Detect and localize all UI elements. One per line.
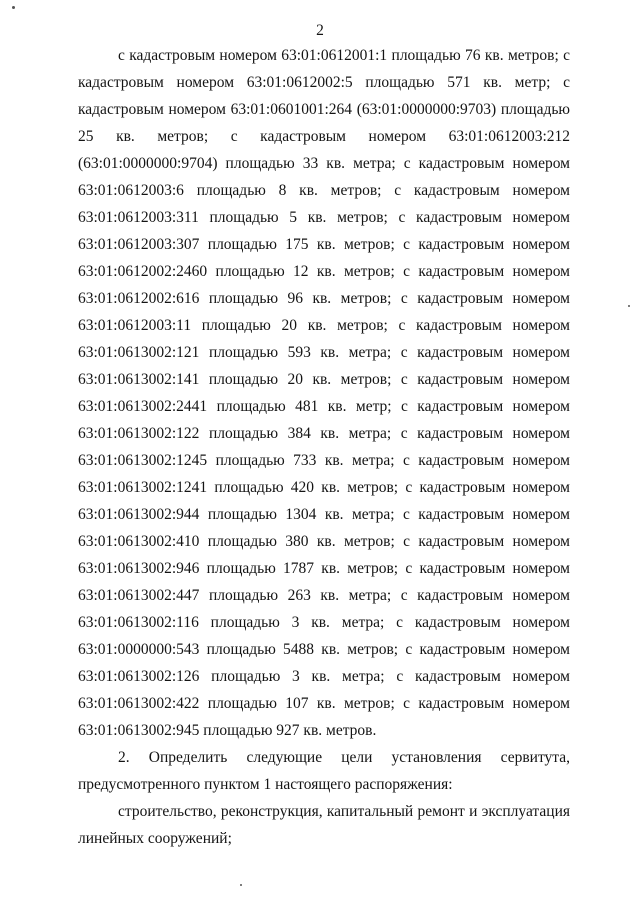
text-line: 25 кв. метров; с кадастровым номером 63:01:0612003:212: [78, 128, 570, 145]
text-line: 63:01:0613002:141 площадью 20 кв. метров; с кадастровым номером: [78, 371, 570, 388]
scan-speck: [12, 6, 15, 9]
text-line: 63:01:0613002:126 площадью 3 кв. метра; с кадастровым номером: [78, 668, 570, 685]
text-line: 63:01:0612003:307 площадью 175 кв. метров; с кадастровым номером: [78, 236, 570, 253]
text-line: 63:01:0000000:543 площадью 5488 кв. метров; с кадастровым номером: [78, 641, 570, 658]
text-line: кадастровым номером 63:01:0612002:5 площадью 571 кв. метр; с: [78, 74, 570, 91]
text-line: линейных сооружений;: [78, 830, 232, 847]
text-line: 63:01:0613002:116 площадью 3 кв. метра; с кадастровым номером: [78, 614, 570, 631]
text-line: 63:01:0613002:1245 площадью 733 кв. метра; с кадастровым номером: [78, 452, 570, 469]
text-line: 63:01:0613002:946 площадью 1787 кв. метров; с кадастровым номером: [78, 560, 570, 577]
text-line: 63:01:0613002:944 площадью 1304 кв. метра; с кадастровым номером: [78, 506, 570, 523]
text-line: 63:01:0613002:121 площадью 593 кв. метра; с кадастровым номером: [78, 344, 570, 361]
text-line: (63:01:0000000:9704) площадью 33 кв. метра; с кадастровым номером: [78, 155, 570, 172]
text-line: 63:01:0612003:6 площадью 8 кв. метров; с кадастровым номером: [78, 182, 570, 199]
text-line: 63:01:0613002:1241 площадью 420 кв. метров; с кадастровым номером: [78, 479, 570, 496]
paragraph-cadastral-list: [78, 42, 570, 744]
text-line: 63:01:0612003:311 площадью 5 кв. метров; с кадастровым номером: [78, 209, 570, 226]
text-line: 63:01:0613002:447 площадью 263 кв. метра; с кадастровым номером: [78, 587, 570, 604]
text-line: 63:01:0613002:410 площадью 380 кв. метров; с кадастровым номером: [78, 533, 570, 550]
text-line: кадастровым номером 63:01:0601001:264 (63:01:0000000:9703) площадью: [78, 101, 570, 118]
text-line: 63:01:0613002:122 площадью 384 кв. метра; с кадастровым номером: [78, 425, 570, 442]
text-line: 63:01:0612003:11 площадью 20 кв. метров; с кадастровым номером: [78, 317, 570, 334]
scan-speck: [240, 884, 242, 886]
text-line: 63:01:0612002:2460 площадью 12 кв. метров; с кадастровым номером: [78, 263, 570, 280]
paragraph-purposes: [78, 798, 570, 852]
text-line: строительство, реконструкция, капитальный ремонт и эксплуатация: [118, 803, 570, 820]
text-line: 63:01:0613002:2441 площадью 481 кв. метр; с кадастровым номером: [78, 398, 570, 415]
text-line: 2. Определить следующие цели установления сервитута,: [118, 749, 570, 766]
text-line: 63:01:0613002:945 площадью 927 кв. метров.: [78, 722, 377, 739]
paragraph-item-2: [78, 744, 570, 798]
text-line: 63:01:0613002:422 площадью 107 кв. метров; с кадастровым номером: [78, 695, 570, 712]
scan-speck: [628, 305, 630, 307]
text-line: предусмотренного пунктом 1 настоящего распоряжения:: [78, 776, 453, 793]
text-line: с кадастровым номером 63:01:0612001:1 площадью 76 кв. метров; с: [118, 47, 570, 64]
page-number: 2: [316, 22, 324, 39]
text-line: 63:01:0612002:616 площадью 96 кв. метров; с кадастровым номером: [78, 290, 570, 307]
